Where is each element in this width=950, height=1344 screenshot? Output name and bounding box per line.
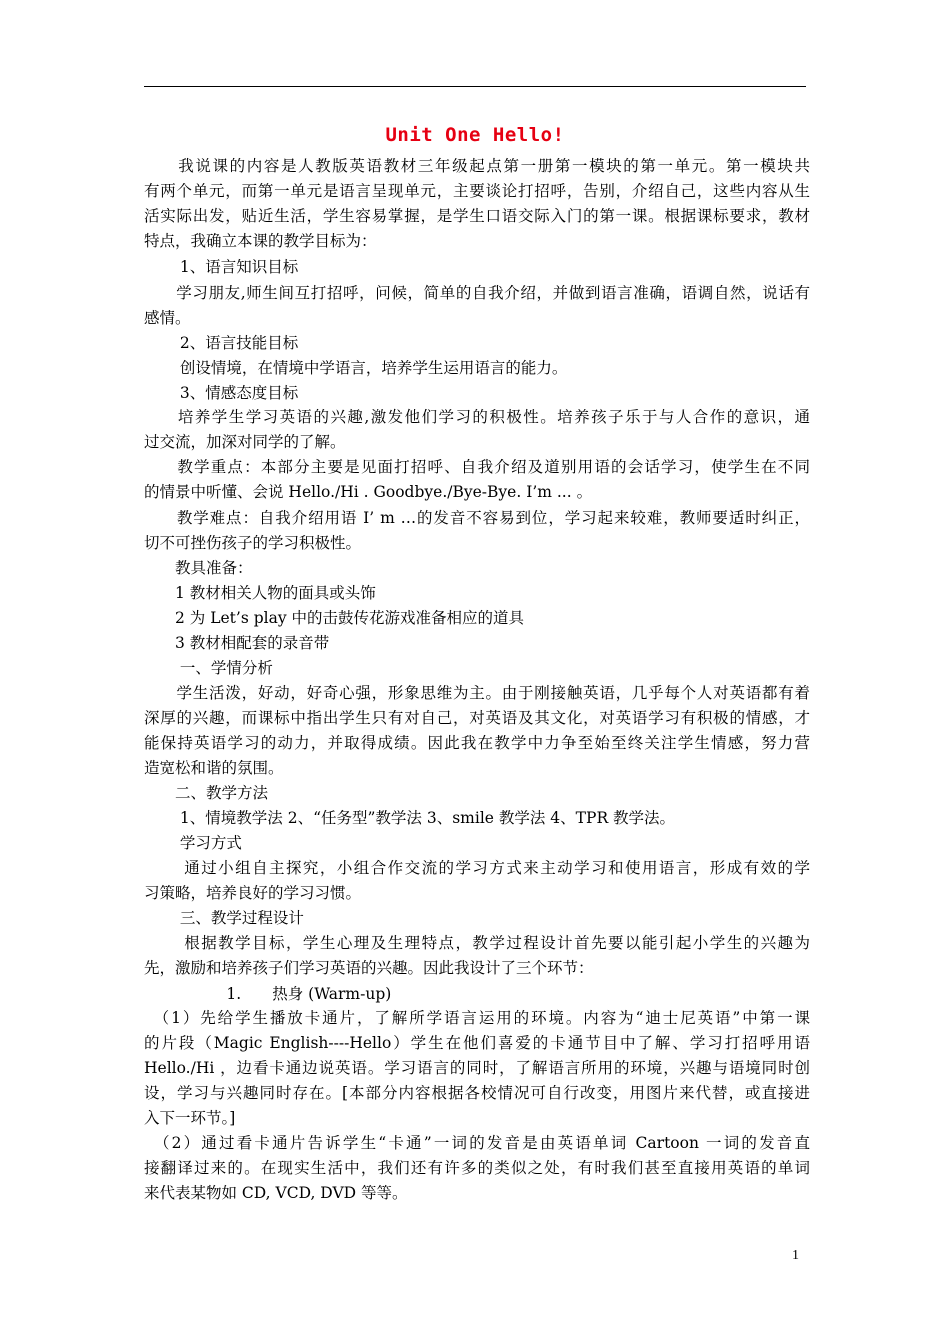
body-line: 3、情感态度目标 [144,384,299,402]
body-line: 2、语言技能目标 [144,334,299,352]
body-line: 学生活泼，好动，好奇心强，形象思维为主。由于刚接触英语，几乎每个人对英语都有着 [144,684,810,702]
body-line: 感情。 [144,309,191,327]
body-line: 入下一环节。] [144,1109,236,1127]
body-line: 教学重点：本部分主要是见面打招呼、自我介绍及道别用语的会话学习，使学生在不同 [144,458,810,476]
body-line: 的情景中听懂、会说 Hello./Hi . Goodbye./Bye-Bye. I’m ... 。 [144,483,593,501]
page-number: 1 [792,1248,799,1263]
body-line: 来代表某物如 CD, VCD, DVD 等等。 [144,1184,408,1202]
body-line: 3 教材相配套的录音带 [144,634,330,652]
body-line: 过交流，加深对同学的了解。 [144,433,346,451]
body-line: 能保持英语学习的动力，并取得成绩。因此我在教学中力争至始至终关注学生情感，努力营 [144,734,810,752]
body-line: 的片段（Magic English----Hello）学生在他们喜爱的卡通节目中了解、学习打招呼用语 [144,1034,810,1052]
body-line: 1、情境教学法 2、“任务型”教学法 3、smile 教学法 4、TPR 教学法。 [144,809,676,827]
header-rule [144,86,806,87]
body-line: 通过小组自主探究，小组合作交流的学习方式来主动学习和使用语言，形成有效的学 [144,859,810,877]
body-line: 深厚的兴趣，而课标中指出学生只有对自己，对英语及其文化，对英语学习有积极的情感，才 [144,709,810,727]
body-line: 1、语言知识目标 [144,258,299,276]
body-line: 活实际出发，贴近生活，学生容易掌握，是学生口语交际入门的第一课。根据课标要求，教材 [144,207,810,225]
body-line: 特点，我确立本课的教学目标为： [144,232,377,250]
body-line: 一、学情分析 [144,659,273,677]
body-line: （1）先给学生播放卡通片，了解所学语言运用的环境。内容为“迪士尼英语”中第一课 [144,1009,810,1027]
body-line: 接翻译过来的。在现实生活中，我们还有许多的类似之处，有时我们甚至直接用英语的单词 [144,1159,810,1177]
document-title: Unit One Hello! [385,124,565,146]
body-line: 三、教学过程设计 [144,909,304,927]
body-line: 先，激励和培养孩子们学习英语的兴趣。因此我设计了三个环节： [144,959,594,977]
body-line: （2）通过看卡通片告诉学生“卡通”一词的发音是由英语单词 Cartoon 一词的发音直 [144,1134,810,1152]
body-line: 创设情境，在情境中学语言，培养学生运用语言的能力。 [144,359,568,377]
body-line: 设，学习与兴趣同时存在。[本部分内容根据各校情况可自行改变，用图片来代替，或直接进 [144,1084,810,1102]
body-line: 我说课的内容是人教版英语教材三年级起点第一册第一模块的第一单元。第一模块共 [144,157,810,175]
body-line: 教学难点：自我介绍用语 I’ m …的发音不容易到位，学习起来较难，教师要适时纠正， [144,509,810,527]
body-line: 根据教学目标，学生心理及生理特点，教学过程设计首先要以能引起小学生的兴趣为 [144,934,810,952]
body-line: Hello./Hi ，边看卡通边说英语。学习语言的同时，了解语言所用的环境，兴趣与语境同时创 [144,1059,810,1077]
body-line: 2 为 Let’s play 中的击鼓传花游戏准备相应的道具 [144,609,525,627]
body-line: 有两个单元，而第一单元是语言呈现单元，主要谈论打招呼，告别，介绍自己，这些内容从生 [144,182,810,200]
body-line: 切不可挫伤孩子的学习积极性。 [144,534,362,552]
body-line: 习策略，培养良好的学习习惯。 [144,884,362,902]
body-line: 学习方式 [144,834,242,852]
body-line: 造宽松和谐的氛围。 [144,759,284,777]
body-line: 学习朋友,师生间互打招呼，问候，简单的自我介绍，并做到语言准确，语调自然，说话有 [144,284,810,302]
body-line: 1 教材相关人物的面具或头饰 [144,584,376,602]
body-line: 培养学生学习英语的兴趣,激发他们学习的积极性。培养孩子乐于与人合作的意识，通 [144,408,810,426]
body-line: 教具准备： [144,559,253,577]
body-line: 二、教学方法 [144,784,269,802]
body-line: 1. 热身 (Warm-up) [144,985,392,1003]
